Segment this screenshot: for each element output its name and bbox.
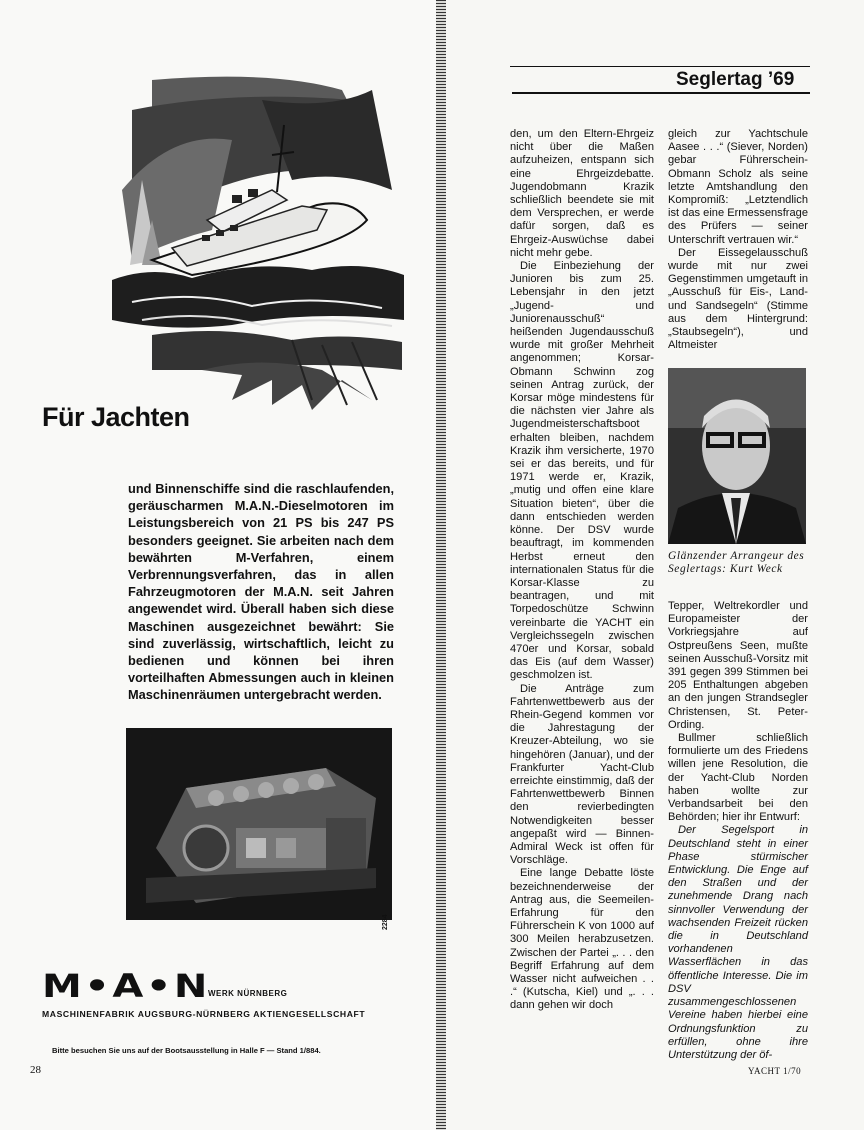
paragraph: den, um den Eltern-Ehrgeiz nicht über die Maßen aufzuheizen, entspann sich eine Ehrgeizdebatte. Jugendobmann Krazik schließlich beendete sie mit dem Versprechen, er werde dafür sorgen, daß es Ehrgeiz-Auswüchse dabei nicht mehr gebe. bbox=[510, 128, 654, 259]
boat-illustration bbox=[112, 70, 404, 415]
paragraph: Der Eissegelausschuß wurde mit nur zwei Gegenstimmen umgetauft in „Ausschuß für Eis-, Land- und Sandsegeln“ (Stimme aus dem Hintergrund: „Staubsegeln“), und Altmeister bbox=[668, 246, 808, 352]
page-binding bbox=[436, 0, 446, 1130]
article-column-1 bbox=[510, 128, 654, 1013]
engine-photo bbox=[126, 728, 392, 920]
photo-caption: Glänzender Arrangeur des Seglertags: Kurt Weck bbox=[668, 550, 805, 575]
article-column-2 bbox=[668, 128, 808, 352]
section-title: Seglertag ’69 bbox=[676, 69, 795, 90]
paragraph: Bullmer schließlich formulierte um des Friedens willen jene Resolution, die der Yacht-Club Norden haben wollte zur Verbandsarbeit bei den Behörden; hier ihr Entwurf: bbox=[668, 732, 808, 824]
ad-body-text: und Binnenschiffe sind die raschlaufenden, geräuscharmen M.A.N.-Dieselmotoren im Leistungsbereich von 21 PS bis 247 PS besonders geeignet. Sie arbeiten nach dem bewährten M-Verfahren, einem Verbrennungsverfahren, das in allen Fahrzeugmotoren der M.A.N. seit Jahren angewendet wird. Überall haben sich diese Maschinen ausgezeichnet bewährt: Sie sind zuverlässig, wirtschaftlich, leicht zu bedienen und können bei ihren vorteilhaften Abmessungen auch in kleinen Maschinenräumen untergebracht werden. bbox=[128, 481, 394, 703]
article-column-3 bbox=[668, 600, 808, 1062]
paragraph: Die Anträge zum Fahrtenwettbewerb aus der Rhein-Gegend kommen vor die Jahrestagung der Kreuzer-Abteilung, wo sie hingehören (Januar), und der Frankfurter Yacht-Club erreichte einstimmig, daß der Fahrtenwettbewerb Binnen den revierbedingten Notwendigkeiten besser angepaßt wird — Binnen-Admiral Weck ist offen für Vorschläge. bbox=[510, 682, 654, 867]
header-rule bbox=[510, 66, 810, 67]
paragraph: Eine lange Debatte löste bezeichnenderweise der Antrag aus, die Seemeilen-Erfahrung für den Führerschein K von 1000 auf 300 Meilen herabzusetzen. Zwischen der Partei „. . . den Begriff Erfahrung auf dem Wasser nicht aufweichen . . .“ (Kutscha, Kiel) und „. . . dann gehen wir doch bbox=[510, 867, 654, 1012]
exhibition-note: Bitte besuchen Sie uns auf der Bootsausstellung in Halle F — Stand 1/884. bbox=[52, 1046, 321, 1055]
page-number: 28 bbox=[30, 1064, 41, 1076]
header-rule-thick bbox=[512, 92, 810, 94]
ad-headline: Für Jachten bbox=[42, 402, 190, 432]
company-name: MASCHINENFABRIK AUGSBURG-NÜRNBERG AKTIENGESELLSCHAFT bbox=[42, 1009, 366, 1019]
issue-reference: YACHT 1/70 bbox=[748, 1066, 802, 1076]
portrait-photo bbox=[668, 368, 806, 544]
resolution-text bbox=[668, 824, 808, 1062]
paragraph: gleich zur Yachtschule Aasee . . .“ (Siever, Norden) gebar Führerschein-Obmann Scholz als seine letzte Amtshandlung den Kompromiß: „Letztendlich ist das eine Ermessensfrage des Prüfers — seiner Unterschrift vertrauen wir.“ bbox=[668, 128, 808, 246]
paragraph: Tepper, Weltrekordler und Europameister der Vorkriegsjahre auf Ostpreußens Seen, mußte seinen Ausschuß-Vorsitz mit 391 gegen 399 Stimmen bei 205 Enthaltungen abgeben an den jungen Strandsegler Christensen, St. Peter-Ording. bbox=[668, 600, 808, 731]
werk-label: WERK NÜRNBERG bbox=[208, 989, 288, 998]
paragraph: Die Einbeziehung der Junioren bis zum 25. Lebensjahr in den jetzt „Jugend- und Juniorenausschuß“ heißenden Jugendausschuß wurde mit großer Mehrheit angenommen; Korsar-Obmann Schwinn zog seinen Antrag zurück, der Korsar möge mindestens für die nächsten vier Jahre als Jugendmeisterschaftsboot erhalten bleiben, nachdem Krazik ihm versicherte, 1970 sei er das bereits, und für 1971 werde er, Krazik, „mutig und offen eine klare Situation bieten“, über die dann entschieden werden könne. Der DSV wurde beauftragt, im kommenden Herbst erneut den internationalen Status für die Korsar-Klasse zu beantragen, und mit Torpedoschütze Schwinn vereinbarte die YACHT ein Vergleichssegeln zwischen 470er und Korsar, sobald das Eis (auf dem Wasser) geschmolzen ist. bbox=[510, 260, 654, 682]
resolution-italic: Der Segelsport in Deutschland steht in einer Phase stürmischer Entwicklung. Die Enge auf den Straßen und der zunehmende Drang nach sinnvoller Verwendung der wachsenden Freizeit rücken die in Deutschland vorhandenen Wasserflächen in das öffentliche Interesse. Die im DSV zusammengeschlossenen Vereine haben hierbei eine Ordnungsfunktion zu erfüllen, ohne ihre Unterstützung der öf- bbox=[668, 824, 808, 1061]
man-logo: M•A•N bbox=[42, 967, 210, 1005]
ad-code: 2284 bbox=[382, 914, 389, 930]
